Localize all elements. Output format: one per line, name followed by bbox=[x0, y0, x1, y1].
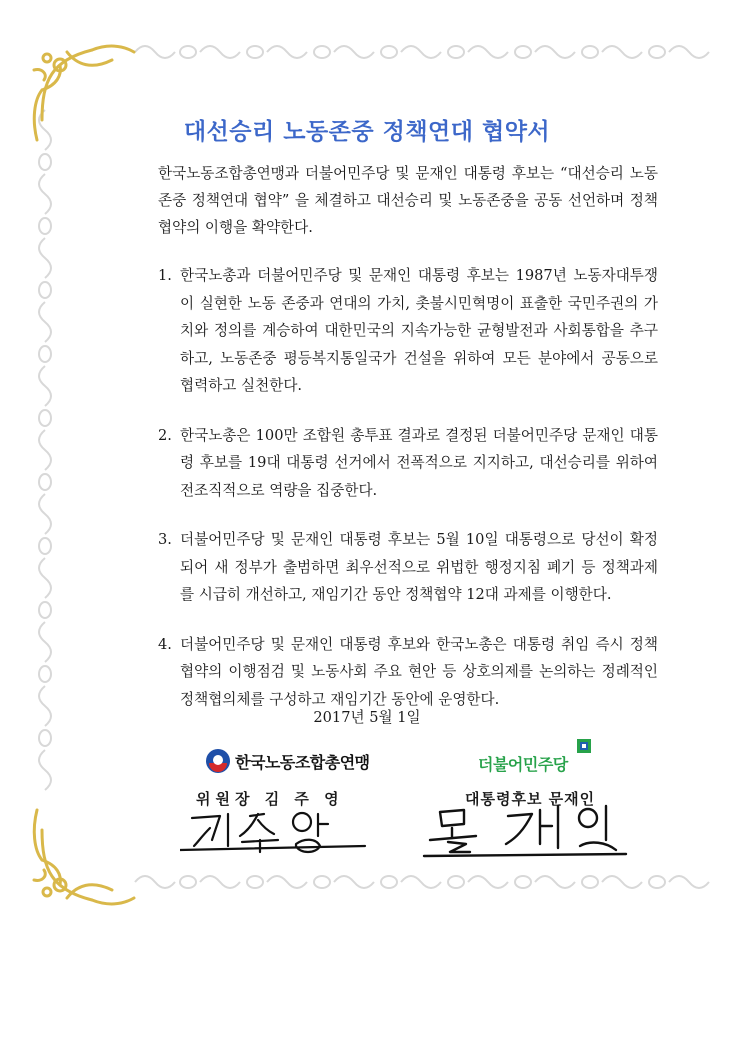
agreement-item bbox=[158, 526, 658, 609]
document-title: 대선승리 노동존중 정책연대 협약서 bbox=[183, 119, 551, 145]
bottom-ornament-border bbox=[130, 868, 715, 896]
agreement-items-list bbox=[158, 262, 658, 735]
left-handwritten-signature bbox=[180, 806, 370, 856]
item-text: 한국노총은 100만 조합원 총투표 결과로 결정된 더불어민주당 문재인 대통령 후보를 19대 대통령 선거에서 전폭적으로 지지하고, 대선승리를 위하여 전조직적으로 역량을 집중한다. bbox=[180, 426, 658, 499]
fktu-emblem-icon bbox=[205, 748, 231, 774]
fktu-logo bbox=[205, 748, 370, 774]
right-handwritten-signature bbox=[420, 800, 630, 858]
top-ornament-border bbox=[130, 38, 715, 66]
left-org-name: 한국노동조합총연맹 bbox=[235, 752, 370, 772]
agreement-item bbox=[158, 422, 658, 505]
minjoo-flag-icon bbox=[576, 738, 592, 756]
item-text: 더불어민주당 및 문재인 대통령 후보는 5월 10일 대통령으로 당선이 확정되어 새 정부가 출범하면 최우선적으로 위법한 행정지침 폐기 등 정책과제를 시급히 개선하고, 재임기간 동안 정책협약 12대 과제를 이행한다. bbox=[180, 531, 658, 603]
item-number: 1. bbox=[158, 267, 172, 284]
bottom-left-gold-flourish bbox=[22, 800, 142, 920]
agreement-item bbox=[158, 631, 658, 714]
item-number: 2. bbox=[158, 426, 172, 444]
right-signer-title: 대통령후보 문재인 bbox=[465, 790, 596, 808]
signing-date: 2017년 5월 1일 bbox=[313, 709, 421, 726]
item-number: 3. bbox=[158, 531, 172, 548]
item-number: 4. bbox=[158, 635, 172, 653]
left-signer-title: 위원장 김 주 영 bbox=[196, 790, 344, 808]
minjoo-logo bbox=[478, 738, 568, 775]
item-text: 한국노총과 더불어민주당 및 문재인 대통령 후보는 1987년 노동자대투쟁이 실현한 노동 존중과 연대의 가치, 촛불시민혁명이 표출한 국민주권의 가치와 정의를 계승하여 대한민국의 지속가능한 균형발전과 사회통합을 추구하고, 노동존중 평등복지통일국가 건설을 위하여 모든 분야에서 공동으로 협력하고 실천한다. bbox=[180, 267, 658, 394]
right-org-name: 더불어민주당 bbox=[478, 755, 568, 774]
agreement-item bbox=[158, 262, 658, 400]
intro-paragraph: 한국노동조합총연맹과 더불어민주당 및 문재인 대통령 후보는 “대선승리 노동존중 정책연대 협약” 을 체결하고 대선승리 및 노동존중을 공동 선언하며 정책협약의 이행을 확약한다. bbox=[158, 165, 658, 236]
item-text: 더불어민주당 및 문재인 대통령 후보와 한국노총은 대통령 취임 즉시 정책협약의 이행점검 및 노동사회 주요 현안 등 상호의제를 논의하는 정례적인 정책협의체를 구성하고 재임기간 동안에 운영한다. bbox=[180, 635, 658, 708]
